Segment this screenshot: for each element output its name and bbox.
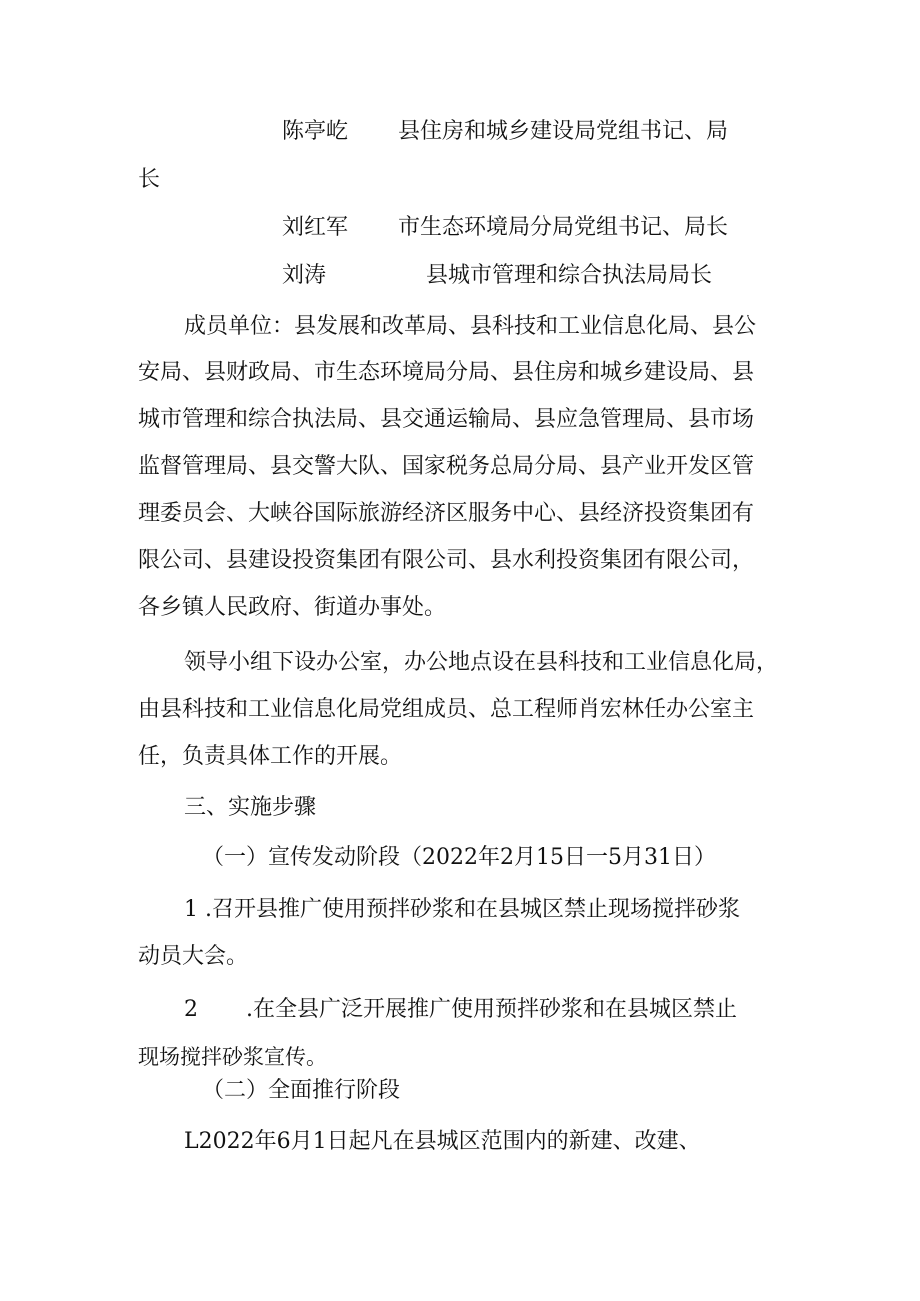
member-row-2: [282, 213, 728, 243]
units-line: 限公司、县建设投资集团有限公司、县水利投资集团有限公司，: [138, 548, 755, 573]
item-line: 动员大会。: [138, 944, 249, 969]
item-line: 1 .召开县推广使用预拌砂浆和在县城区禁止现场搅拌砂浆: [184, 897, 740, 922]
member-name: 陈亭屹: [282, 119, 349, 144]
units-line: 监督管理局、县交警大队、国家税务总局分局、县产业开发区管: [138, 454, 755, 479]
member-row-3: [282, 261, 712, 291]
units-line: 成员单位：县发展和改革局、县科技和工业信息化局、县公: [184, 314, 757, 339]
units-line: 各乡镇人民政府、街道办事处。: [138, 595, 447, 620]
member-title: 县住房和城乡建设局党组书记、局: [398, 119, 729, 144]
member-title: 县城市管理和综合执法局局长: [426, 263, 713, 288]
member-name: 刘涛: [282, 263, 327, 288]
phase-heading: （二）全面推行阶段: [202, 1078, 401, 1103]
item-line: 现场搅拌砂浆宣传。: [138, 1045, 327, 1069]
member-row-1: [282, 117, 728, 147]
member-name: 刘红军: [282, 215, 349, 240]
office-line: 领导小组下设办公室，办公地点设在县科技和工业信息化局，: [184, 650, 779, 675]
units-line: 城市管理和综合执法局、县交通运输局、县应急管理局、县市场: [138, 407, 755, 432]
office-line: 任，负责具体工作的开展。: [138, 744, 403, 769]
phase-heading: （一）宣传发动阶段（2022年2月15日一5月31日）: [202, 845, 716, 870]
member-title: 市生态环境局分局党组书记、局长: [398, 215, 729, 240]
units-line: 理委员会、大峡谷国际旅游经济区服务中心、县经济投资集团有: [138, 501, 755, 526]
item-line: L2022年6月1日起凡在县城区范围内的新建、改建、: [184, 1129, 701, 1154]
units-line: 安局、县财政局、市生态环境局分局、县住房和城乡建设局、县: [138, 360, 755, 385]
item-number: 2: [184, 997, 198, 1022]
item-line: [184, 995, 737, 1025]
member-title-continued: 长: [138, 167, 161, 192]
section-heading: 三、实施步骤: [184, 795, 317, 820]
office-line: 由县科技和工业信息化局党组成员、总工程师肖宏林任办公室主: [138, 697, 755, 722]
item-text: .在全县广泛开展推广使用预拌砂浆和在县城区禁止: [246, 997, 737, 1022]
